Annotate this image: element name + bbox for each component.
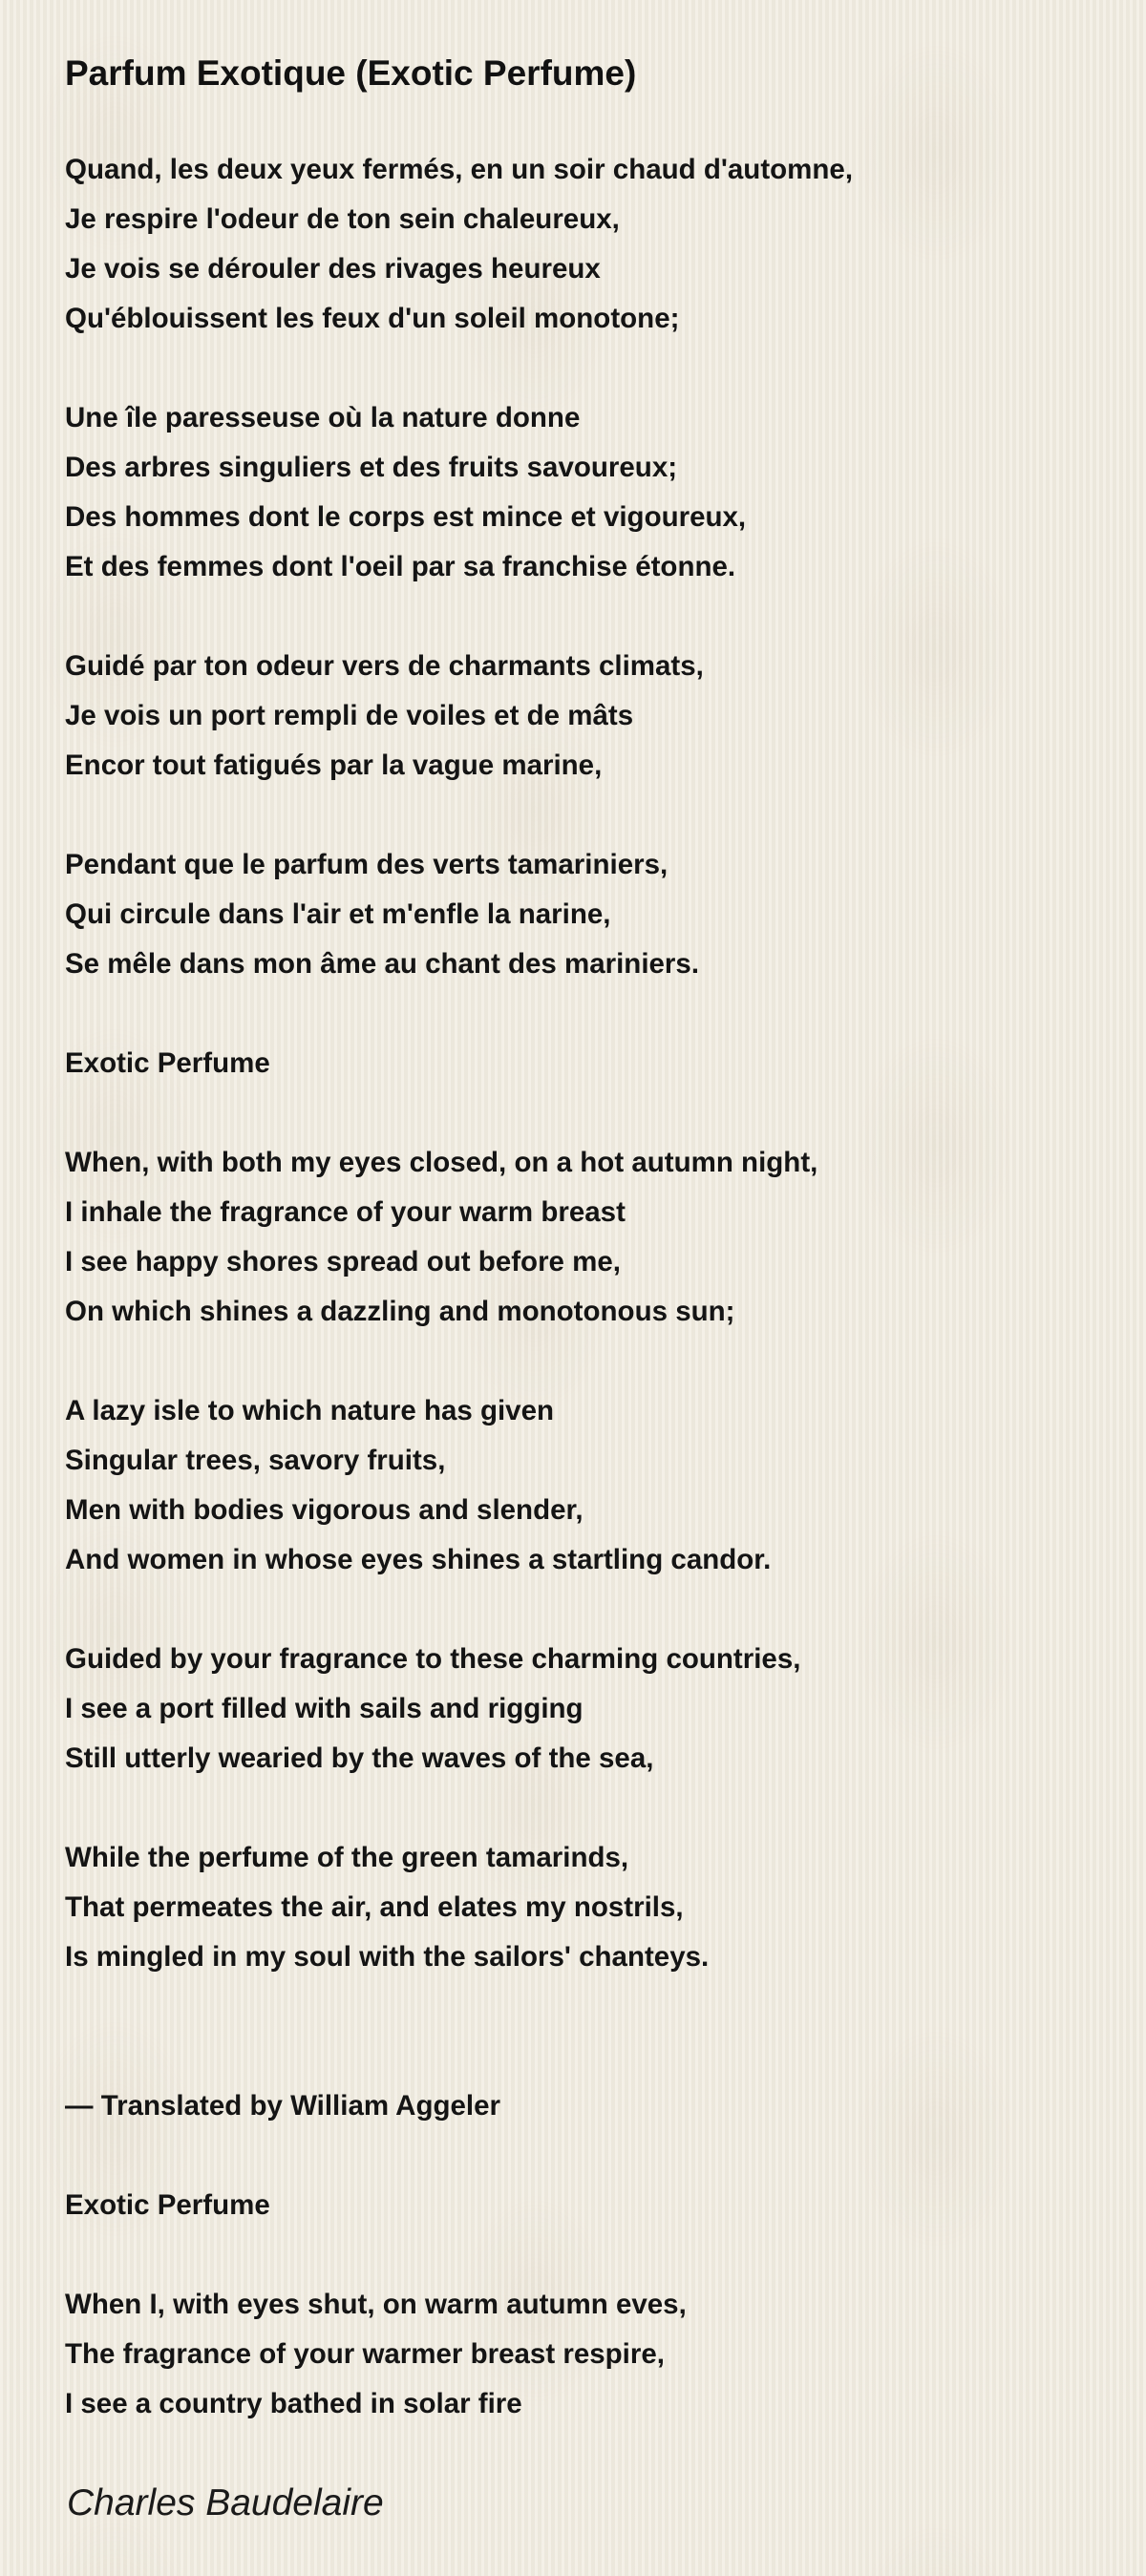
poem-line: When, with both my eyes closed, on a hot autumn night, xyxy=(65,1147,818,1178)
poem-line: Encor tout fatigués par la vague marine, xyxy=(65,750,603,781)
poem-line: A lazy isle to which nature has given xyxy=(65,1395,555,1426)
section-heading: Exotic Perfume xyxy=(65,1047,270,1079)
poem-line: Des hommes dont le corps est mince et vigoureux, xyxy=(65,501,747,533)
section-heading: Exotic Perfume xyxy=(65,2189,270,2221)
poem-line: Se mêle dans mon âme au chant des mariniers. xyxy=(65,948,700,980)
translator-line: — Translated by William Aggeler xyxy=(65,2090,501,2122)
poem-line: I see a country bathed in solar fire xyxy=(65,2388,522,2419)
poem-line: Still utterly wearied by the waves of the sea, xyxy=(65,1742,654,1774)
poem-title: Parfum Exotique (Exotic Perfume) xyxy=(65,53,637,93)
poem-line: Et des femmes dont l'oeil par sa franchise étonne. xyxy=(65,551,736,582)
poem-line: On which shines a dazzling and monotonous sun; xyxy=(65,1296,735,1327)
poem-line: That permeates the air, and elates my nostrils, xyxy=(65,1891,684,1923)
poem-line: Pendant que le parfum des verts tamariniers, xyxy=(65,849,668,880)
stanza-french-1 xyxy=(65,145,1096,344)
poem-line: Guided by your fragrance to these charming countries, xyxy=(65,1643,801,1675)
poem-line: Singular trees, savory fruits, xyxy=(65,1445,446,1476)
translation-heading-2 xyxy=(65,2181,1096,2230)
poem-line: I see happy shores spread out before me, xyxy=(65,1246,621,1277)
poem-page xyxy=(65,50,1096,2479)
stanza-french-2 xyxy=(65,393,1096,592)
poem-body xyxy=(65,145,1096,2429)
poem-line: Qui circule dans l'air et m'enfle la narine, xyxy=(65,898,611,930)
stanza-english-alt-1 xyxy=(65,2280,1096,2429)
author-name: Charles Baudelaire xyxy=(67,2482,384,2523)
stanza-english-2 xyxy=(65,1386,1096,1585)
stanza-english-3 xyxy=(65,1635,1096,1784)
stanza-french-3 xyxy=(65,642,1096,791)
stanza-english-4 xyxy=(65,1833,1096,1982)
poem-line: Une île paresseuse où la nature donne xyxy=(65,402,581,433)
poem-line: Is mingled in my soul with the sailors' chanteys. xyxy=(65,1941,710,1973)
poem-line: And women in whose eyes shines a startling candor. xyxy=(65,1544,772,1575)
poem-line: Quand, les deux yeux fermés, en un soir chaud d'automne, xyxy=(65,154,854,185)
poem-line: Je vois se dérouler des rivages heureux xyxy=(65,253,601,285)
poem-line: I see a port filled with sails and rigging xyxy=(65,1693,584,1724)
poem-line: Men with bodies vigorous and slender, xyxy=(65,1494,584,1526)
poem-line: Qu'éblouissent les feux d'un soleil monotone; xyxy=(65,303,680,334)
stanza-french-4 xyxy=(65,840,1096,989)
poem-line: Des arbres singuliers et des fruits savoureux; xyxy=(65,452,678,483)
stanza-english-1 xyxy=(65,1138,1096,1337)
translation-heading-1 xyxy=(65,1039,1096,1088)
poem-line: Je vois un port rempli de voiles et de mâts xyxy=(65,700,634,731)
poem-line: While the perfume of the green tamarinds, xyxy=(65,1842,629,1873)
poem-line: Je respire l'odeur de ton sein chaleureux, xyxy=(65,203,620,235)
poem-line: I inhale the fragrance of your warm breast xyxy=(65,1196,626,1228)
translator-credit xyxy=(65,2081,1096,2131)
poem-line: When I, with eyes shut, on warm autumn eves, xyxy=(65,2289,687,2320)
poem-line: The fragrance of your warmer breast respire, xyxy=(65,2338,665,2370)
poem-line: Guidé par ton odeur vers de charmants climats, xyxy=(65,650,704,682)
